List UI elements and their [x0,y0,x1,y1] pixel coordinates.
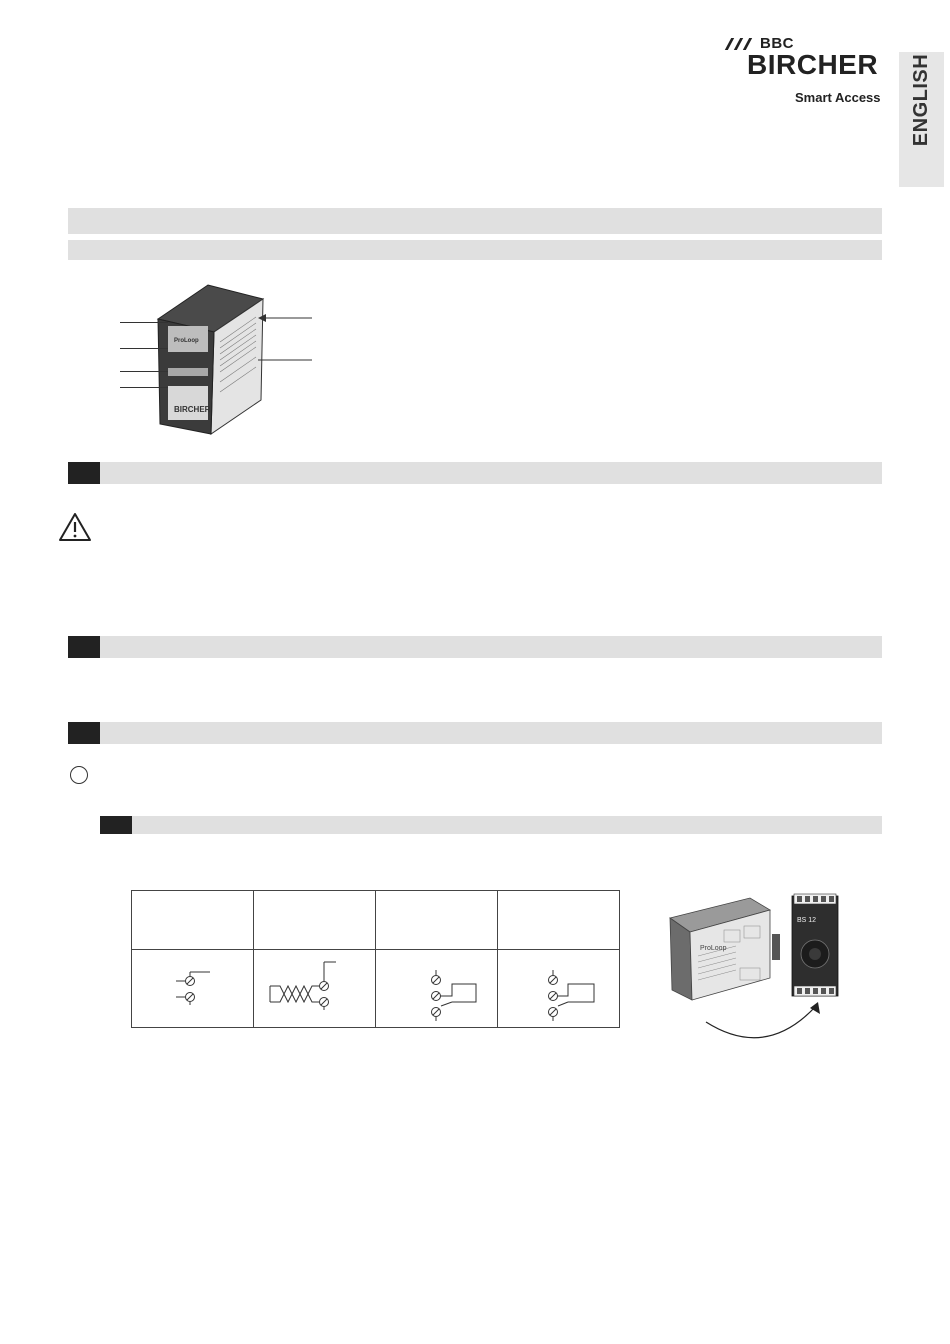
table-header-cell [498,891,620,950]
title-bar [68,208,882,234]
logo-bbc-text: BBC [760,35,794,52]
logo-bircher-text: BIRCHER [747,49,879,80]
section-bar [68,636,882,658]
terminal-diagram [498,950,619,1027]
terminal-diagram [132,950,253,1027]
subsection-bar [100,816,882,834]
logo-stripe [725,38,734,50]
logo-tagline: Smart Access [795,90,881,105]
wiring-table [131,890,620,1028]
logo-stripe [734,38,743,50]
info-circle-icon [70,766,88,784]
terminal-diagram [376,950,497,1027]
device-model-text: ProLoop [174,338,199,344]
callout-line [120,387,168,388]
section-bar [68,462,882,484]
callout-line [120,348,168,349]
socket-label-text: BS 12 [797,917,817,924]
warning-triangle-icon [58,512,92,542]
callout-arrows [220,310,320,366]
wiring-cell-relay-1 [376,950,498,1028]
table-header-cell [376,891,498,950]
adapter-illustration [666,890,866,1050]
subtitle-bar [68,240,882,260]
device-brand-text: BIRCHER [174,405,211,414]
language-tab-label: ENGLISH [910,53,932,147]
adapter-device-model-text: ProLoop [700,945,727,952]
table-header-cell [254,891,376,950]
wiring-cell-relay-2 [498,950,620,1028]
section-number-block [68,636,100,658]
terminal-diagram [254,950,375,1027]
section-bar [68,722,882,744]
section-number-block [68,462,100,484]
callout-line [120,322,168,323]
section-number-block [68,722,100,744]
callout-line [120,371,168,372]
table-header-cell [132,891,254,950]
subsection-number-block [100,816,132,834]
wiring-cell-loop [254,950,376,1028]
language-tab [899,52,944,187]
wiring-cell-power [132,950,254,1028]
